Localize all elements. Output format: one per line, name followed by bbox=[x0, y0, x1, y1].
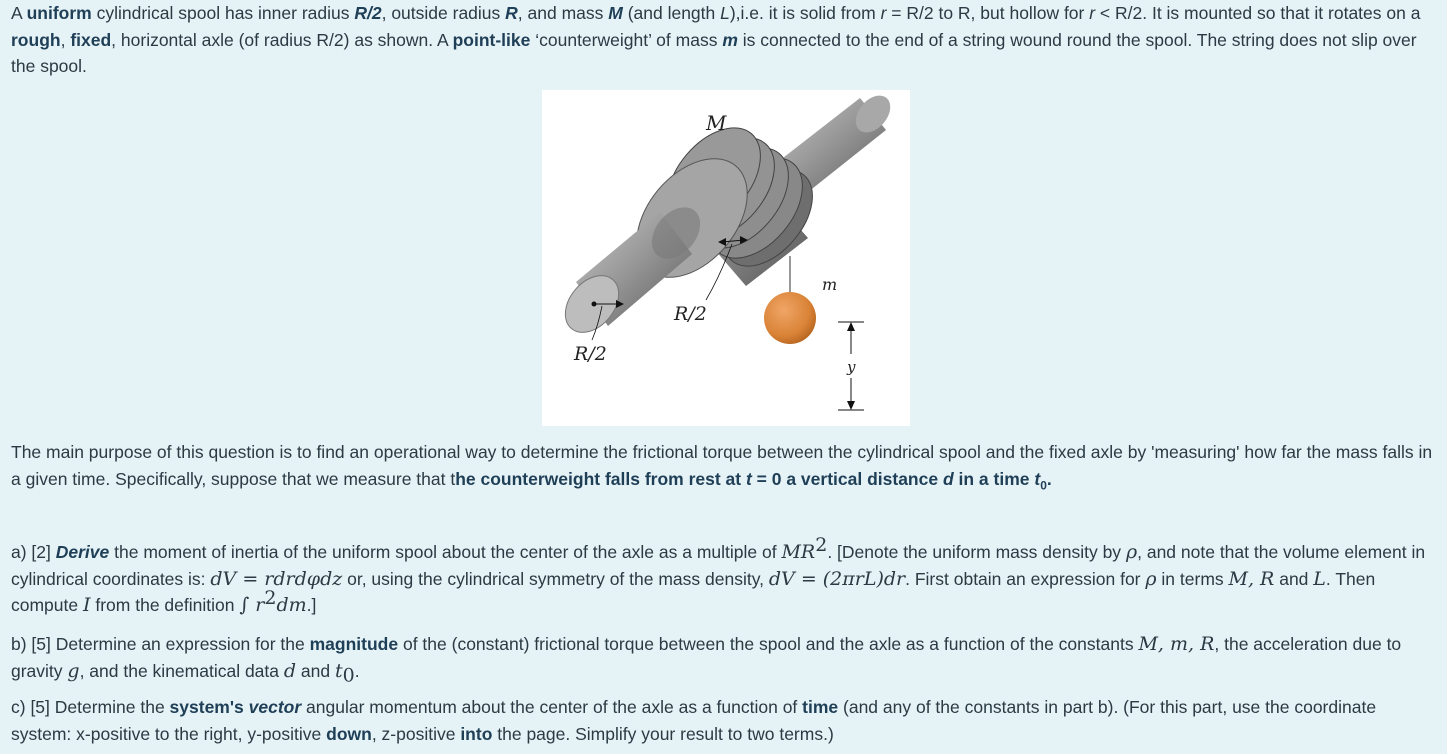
part-b-text: b) [5] Determine an expression for the bbox=[11, 634, 310, 654]
label-R2-spool: R/2 bbox=[674, 303, 707, 325]
part-c-bold-time: time bbox=[802, 697, 839, 717]
part-c-paragraph bbox=[11, 694, 1439, 747]
part-a-math-dm: dm bbox=[276, 594, 307, 616]
intro-text: , outside radius bbox=[381, 3, 506, 23]
intro-text: , horizontal axle (of radius R/2) as shown. A bbox=[111, 29, 453, 50]
intro-bold-small-mass: m bbox=[722, 29, 738, 50]
part-b-bold-magnitude: magnitude bbox=[309, 634, 399, 654]
purpose-subscript: 0 bbox=[1040, 478, 1047, 492]
spool-diagram bbox=[542, 90, 910, 426]
part-a-math-sup: 2 bbox=[264, 587, 277, 610]
part-a-math-I: I bbox=[82, 594, 91, 616]
intro-text: = R/2 to R, but hollow for bbox=[886, 3, 1090, 23]
intro-text: (and length bbox=[622, 3, 721, 23]
part-a-math-MR-list: M, R bbox=[1228, 567, 1275, 590]
part-c-text: , z-positive bbox=[371, 723, 461, 744]
intro-bold-fixed: fixed bbox=[70, 29, 112, 50]
part-c-text: c) [5] Determine the bbox=[11, 697, 170, 717]
part-b-math-d: d bbox=[283, 659, 297, 682]
intro-bold-uniform: uniform bbox=[26, 3, 92, 23]
purpose-bold: he counterweight falls from rest at bbox=[455, 468, 746, 489]
part-a-math-L: L bbox=[1313, 567, 1326, 590]
part-a-text: , and note that the volume element in cylindrical coordinates is: bbox=[11, 542, 1426, 589]
part-b-math-t: t bbox=[334, 659, 343, 682]
intro-paragraph bbox=[11, 0, 1439, 80]
label-R2-axle: R/2 bbox=[574, 343, 607, 365]
intro-text: , bbox=[60, 29, 71, 50]
part-a-math-MR: MR bbox=[781, 541, 816, 563]
intro-italic-r: r bbox=[880, 3, 887, 23]
purpose-bold-t: t bbox=[745, 468, 752, 489]
part-a-bold-derive: Derive bbox=[55, 542, 110, 562]
part-c-text: (and any of the constants in part b). (For this part, use the coordinate system: x-positive to the right, y-positive bbox=[11, 697, 1377, 744]
intro-bold-mass: M bbox=[608, 3, 623, 23]
part-b-math-constants: M, m, R bbox=[1138, 633, 1215, 655]
part-b-text: of the (constant) frictional torque between the spool and the axle as a function of the constants bbox=[398, 634, 1139, 654]
part-a-text: and bbox=[1274, 568, 1314, 589]
part-a-text: . First obtain an expression for bbox=[905, 568, 1146, 589]
part-a-math-dV-cyl: dV = (2πrL)dr bbox=[768, 567, 906, 590]
part-a-text: or, using the cylindrical symmetry of the mass density, bbox=[342, 568, 769, 589]
part-a-math-rho: ρ bbox=[1125, 541, 1138, 563]
part-a-text: from the definition bbox=[90, 595, 240, 615]
part-b-paragraph bbox=[11, 631, 1439, 684]
label-m: m bbox=[822, 275, 838, 294]
intro-text: , and mass bbox=[517, 3, 609, 23]
part-a-math-sup: 2 bbox=[815, 534, 828, 557]
intro-bold-rough: rough bbox=[11, 29, 61, 50]
part-a-text: the moment of inertia of the uniform spool about the center of the axle as a multiple of bbox=[109, 542, 782, 562]
intro-bold-point-like: point-like bbox=[452, 29, 531, 50]
intro-text: is connected to the end of a string wound round the spool. The string does not slip over the spool. bbox=[11, 29, 1417, 76]
part-a-text: . Then compute bbox=[11, 568, 1376, 615]
intro-italic-length: L bbox=[720, 3, 730, 23]
part-c-bold-into: into bbox=[460, 723, 493, 744]
part-a-math-integral: ∫ r bbox=[239, 594, 265, 616]
purpose-bold-d: d bbox=[942, 468, 954, 489]
intro-italic-r: r bbox=[1089, 3, 1096, 23]
purpose-bold: = 0 a vertical distance bbox=[751, 468, 943, 489]
part-c-bold-down: down bbox=[326, 723, 372, 744]
intro-bold-inner-radius: R/2 bbox=[354, 3, 382, 23]
part-b-math-g: g bbox=[67, 659, 80, 682]
part-b-text: . bbox=[354, 660, 360, 681]
part-a-math-rho: ρ bbox=[1145, 567, 1157, 590]
intro-text: ),i.e. it is solid from bbox=[729, 3, 881, 23]
part-c-bold-systems: system's bbox=[169, 697, 249, 717]
purpose-bold-t0: t bbox=[1034, 468, 1041, 489]
part-a-math-dV: dV = rdrdφdz bbox=[210, 567, 343, 590]
part-a-paragraph bbox=[11, 534, 1439, 619]
intro-text: cylindrical spool has inner radius bbox=[91, 3, 355, 23]
part-c-bold-vector: vector bbox=[248, 697, 302, 717]
spool-figure bbox=[542, 90, 910, 426]
intro-bold-outer-radius: R bbox=[505, 3, 518, 23]
part-c-text: angular momentum about the center of the axle as a function of bbox=[301, 697, 803, 717]
part-a-text: a) [2] bbox=[11, 542, 56, 562]
purpose-text: The main purpose of this question is to find an operational way to determine the frictional torque between the cylindrical spool and the fixed axle by 'measuring' how far the mass falls in a given time. Specifically, suppose that we measure that t bbox=[11, 442, 1433, 489]
purpose-paragraph bbox=[11, 439, 1439, 492]
part-a-text: . [Denote the uniform mass density by bbox=[827, 542, 1126, 562]
intro-text: ‘counterweight’ of mass bbox=[530, 29, 723, 50]
part-a-text: .] bbox=[306, 595, 317, 615]
part-b-text: and bbox=[296, 660, 335, 681]
part-b-text: , and the kinematical data bbox=[79, 660, 284, 681]
intro-text: A bbox=[11, 3, 27, 23]
part-a-text: in terms bbox=[1156, 568, 1229, 589]
purpose-bold: in a time bbox=[953, 468, 1035, 489]
label-M: M bbox=[706, 111, 727, 135]
part-b-text: , the acceleration due to gravity bbox=[11, 634, 1402, 681]
intro-text: < R/2. It is mounted so that it rotates on a bbox=[1095, 3, 1421, 23]
part-c-text: the page. Simplify your result to two terms.) bbox=[492, 723, 834, 744]
label-y: y bbox=[847, 358, 856, 376]
part-b-math-sub: 0 bbox=[342, 664, 355, 686]
counterweight-ball bbox=[764, 292, 816, 344]
purpose-bold: . bbox=[1046, 468, 1052, 489]
